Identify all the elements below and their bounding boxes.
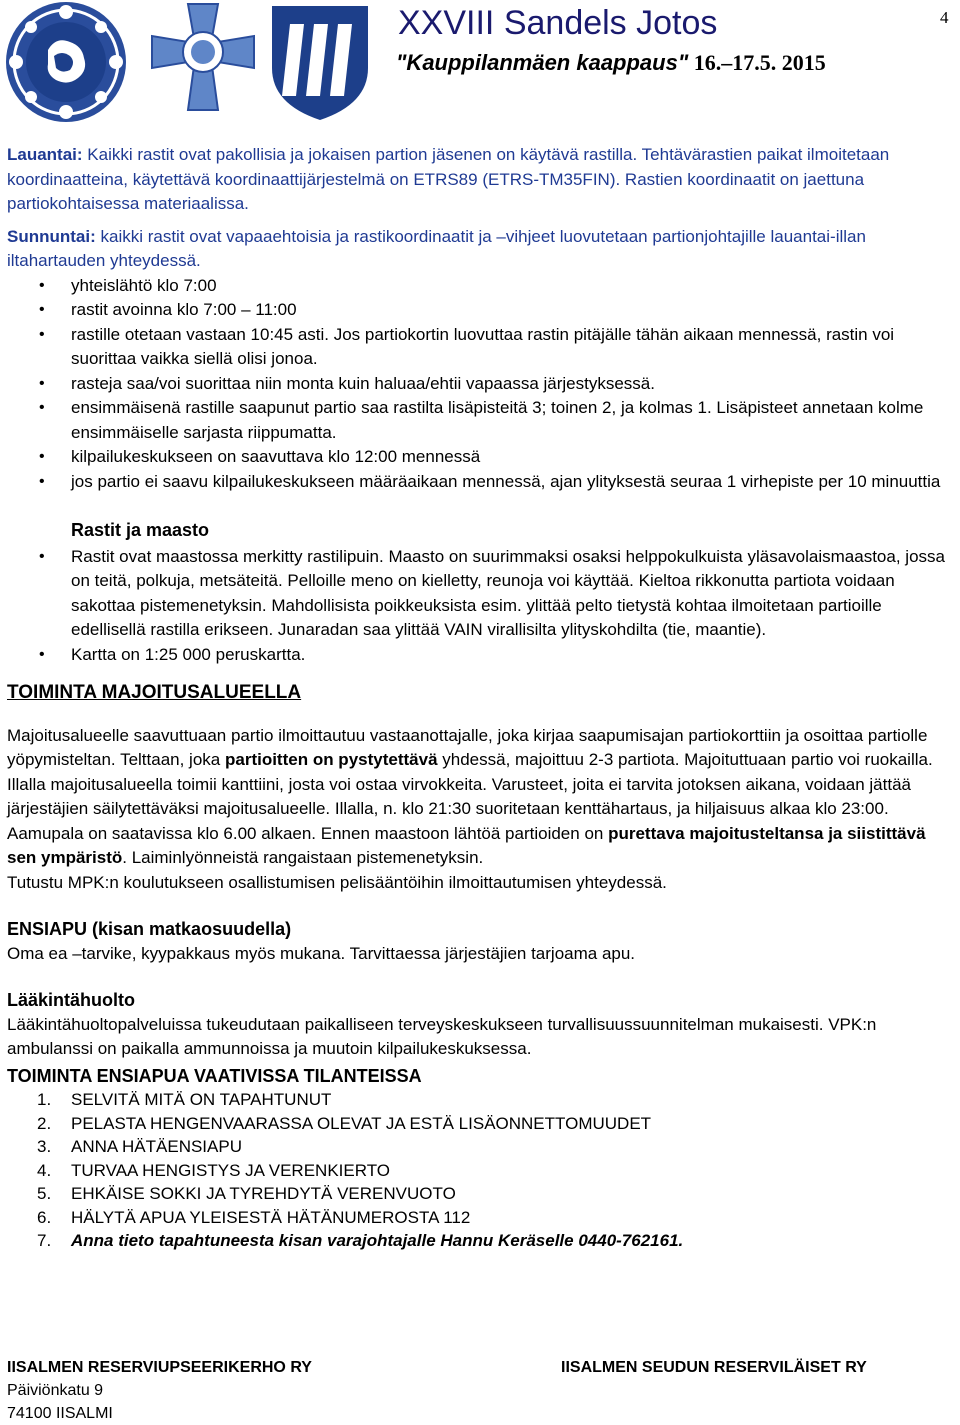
- list-item: [7, 1088, 947, 1112]
- terrain-list: [7, 545, 947, 668]
- mpk-paragraph: Tutustu MPK:n koulutukseen osallistumisen pelisääntöihin ilmoittautumisen yhteydessä.: [7, 872, 667, 892]
- step-text: TURVAA HENGISTYS JA VERENKIERTO: [71, 1160, 390, 1180]
- saturday-paragraph: [7, 143, 947, 217]
- event-subtitle: [396, 50, 826, 76]
- page-header: [0, 0, 960, 124]
- footer-right-org: IISALMEN SEUDUN RESERVILÄISET RY: [561, 1359, 867, 1376]
- saturday-label: Lauantai:: [7, 145, 83, 164]
- list-item: • yhteislähtö klo 7:00: [7, 274, 947, 299]
- step-text: SELVITÄ MITÄ ON TAPAHTUNUT: [71, 1090, 332, 1109]
- event-name: "Kauppilanmäen kaappaus": [396, 50, 689, 75]
- step-number: 4.: [37, 1160, 52, 1180]
- list-item: [7, 1206, 947, 1230]
- page-footer: [7, 1356, 947, 1425]
- list-item: • jos partio ei saavu kilpailukeskukseen määräaikaan mennessä, ajan ylityksestä seuraa 1 virhepiste per 10 minuuttia: [7, 470, 947, 495]
- footer-left-street: Päiviönkatu 9: [7, 1382, 104, 1399]
- step-number: 1.: [37, 1090, 52, 1109]
- sunday-text: kaikki rastit ovat vapaaehtoisia ja rastikoordinaatit ja –vihjeet luovutetaan partionjohtajille lauantai-illan iltahartauden yhteydessä.: [7, 226, 866, 270]
- event-title: XXVIII Sandels Jotos: [398, 4, 718, 42]
- cross-emblem-logo: [146, 0, 260, 124]
- list-item: [7, 1159, 947, 1183]
- sunday-paragraph: [7, 225, 947, 274]
- medical-heading: Lääkintähuolto: [7, 990, 136, 1010]
- reserve-officers-emblem-logo: [4, 0, 128, 124]
- emergency-steps: [7, 1088, 947, 1253]
- list-item: [7, 1229, 947, 1253]
- list-item: • Rastit ovat maastossa merkitty rastilipuin. Maasto on suurimmaksi osaksi helppokulkuista yläsavolaismaastoa, jossa on teitä, polkuja, metsäteitä. Pelloille meno on kielletty, reunoja voi käyttää. Kieltoa rikkonutta partiota voidaan sakottaa pistemenetyksin. Mahdollisista poikkeuksista esim. ylittää pelto tietystä kohtaa ilmoitetaan partioille edellisellä rastilla erikseen. Junaradan saa ylittää VAIN virallisilta ylityskohdilta (tie, maantie).: [7, 545, 947, 643]
- step-number: 5.: [37, 1184, 52, 1203]
- page-number: 4: [940, 8, 949, 27]
- list-item: • kilpailukeskukseen on saavuttava klo 12:00 mennessä: [7, 445, 947, 470]
- step-text: ANNA HÄTÄENSIAPU: [71, 1137, 242, 1156]
- step-text: PELASTA HENGENVAARASSA OLEVAT JA ESTÄ LISÄONNETTOMUUDET: [71, 1113, 652, 1133]
- step-text: Anna tieto tapahtuneesta kisan varajohtajalle Hannu Keräselle 0440-762161.: [71, 1231, 684, 1250]
- step-text: EHKÄISE SOKKI JA TYREHDYTÄ VERENVUOTO: [71, 1184, 456, 1203]
- first-aid-text: Oma ea –tarvike, kyypakkaus myös mukana. Tarvittaessa järjestäjien tarjoama apu.: [7, 943, 636, 963]
- rules-list: [7, 274, 947, 495]
- footer-left-org: IISALMEN RESERVIUPSEERIKERHO RY: [7, 1359, 312, 1376]
- accommodation-heading: TOIMINTA MAJOITUSALUEELLA: [7, 682, 302, 703]
- accommodation-emphasis-2: purettava majoitusteltansa ja siistittävä sen ympäristö: [7, 823, 926, 867]
- reservists-shield-logo: [268, 0, 372, 124]
- list-item: • rasteja saa/voi suorittaa niin monta kuin haluaa/ehtii vapaassa järjestyksessä.: [7, 372, 947, 397]
- list-item: • Kartta on 1:25 000 peruskartta.: [7, 643, 947, 668]
- accommodation-emphasis-1: partioitten on pystytettävä: [224, 750, 438, 769]
- step-number: 3.: [37, 1137, 52, 1156]
- list-item: [7, 1112, 947, 1136]
- accommodation-text-a: Majoitusalueelle saavuttuaan partio ilmoittautuu vastaanottajalle, joka kirjaa saapumisajan partiokorttiin ja osoittaa partiolle yöpymisteltan. Telttaan, joka: [7, 725, 928, 769]
- sunday-label: Sunnuntai:: [7, 226, 96, 246]
- terrain-heading: Rastit ja maasto: [71, 520, 210, 540]
- footer-left-city: 74100 IISALMI: [7, 1405, 113, 1422]
- list-item: [7, 1182, 947, 1206]
- list-item: • rastille otetaan vastaan 10:45 asti. Jos partiokortin luovuttaa rastin pitäjälle tähän aikaan mennessä, rastin voi suorittaa vaikka siellä olisi jonoa.: [7, 323, 947, 372]
- accommodation-text-b: yhdessä, majoittuu 2-3 partiota. Majoituttuaan partio voi ruokailla. Illalla majoitusalueella toimii kanttiini, josta voi ostaa virvokkeita. Varusteet, joita ei tarvita jotoksen aikana, voidaan jättää järjestäjien säilytettäväksi majoitusalueelle. Illalla, n. klo 21:30 suoritetaan kenttähartaus, ja hiljaisuus alkaa klo 23:00. Aamupala on saatavissa klo 6.00 alkaen. Ennen maastoon lähtöä partioiden on: [7, 750, 933, 843]
- first-aid-heading: ENSIAPU (kisan matkaosuudella): [7, 919, 292, 939]
- step-number: 6.: [37, 1207, 52, 1227]
- main-content: [7, 143, 947, 1253]
- medical-text: Lääkintähuoltopalveluissa tukeudutaan paikalliseen terveyskeskukseen turvallisuussuunnitelman mukaisesti. VPK:n ambulanssi on paikalla ammunnoissa ja muutoin kilpailukeskuksessa.: [7, 1014, 877, 1058]
- accommodation-text-c: . Laiminlyönneistä rangaistaan pistemenetyksin.: [122, 848, 484, 867]
- step-number: 2.: [37, 1113, 52, 1133]
- step-number: 7.: [37, 1231, 52, 1250]
- emergency-heading: TOIMINTA ENSIAPUA VAATIVISSA TILANTEISSA: [7, 1065, 422, 1086]
- list-item: [7, 1135, 947, 1159]
- accommodation-paragraph: [7, 724, 947, 871]
- event-dates: 16.–17.5. 2015: [688, 50, 826, 75]
- saturday-text: Kaikki rastit ovat pakollisia ja jokaisen partion jäsenen on käytävä rastilla. Tehtävärastien paikat ilmoitetaan koordinaatteina, käytettävä koordinaattijärjestelmä on ETRS89 (ETRS-TM35FIN). Rastien koordinaatit on jaettuna partiokohtaisessa materiaalissa.: [7, 145, 890, 213]
- step-text: HÄLYTÄ APUA YLEISESTÄ HÄTÄNUMEROSTA 112: [71, 1207, 471, 1227]
- list-item: • rastit avoinna klo 7:00 – 11:00: [7, 298, 947, 323]
- list-item: • ensimmäisenä rastille saapunut partio saa rastilta lisäpisteitä 3; toinen 2, ja kolmas 1. Lisäpisteet annetaan kolme ensimmäiselle sarjasta riippumatta.: [7, 396, 947, 445]
